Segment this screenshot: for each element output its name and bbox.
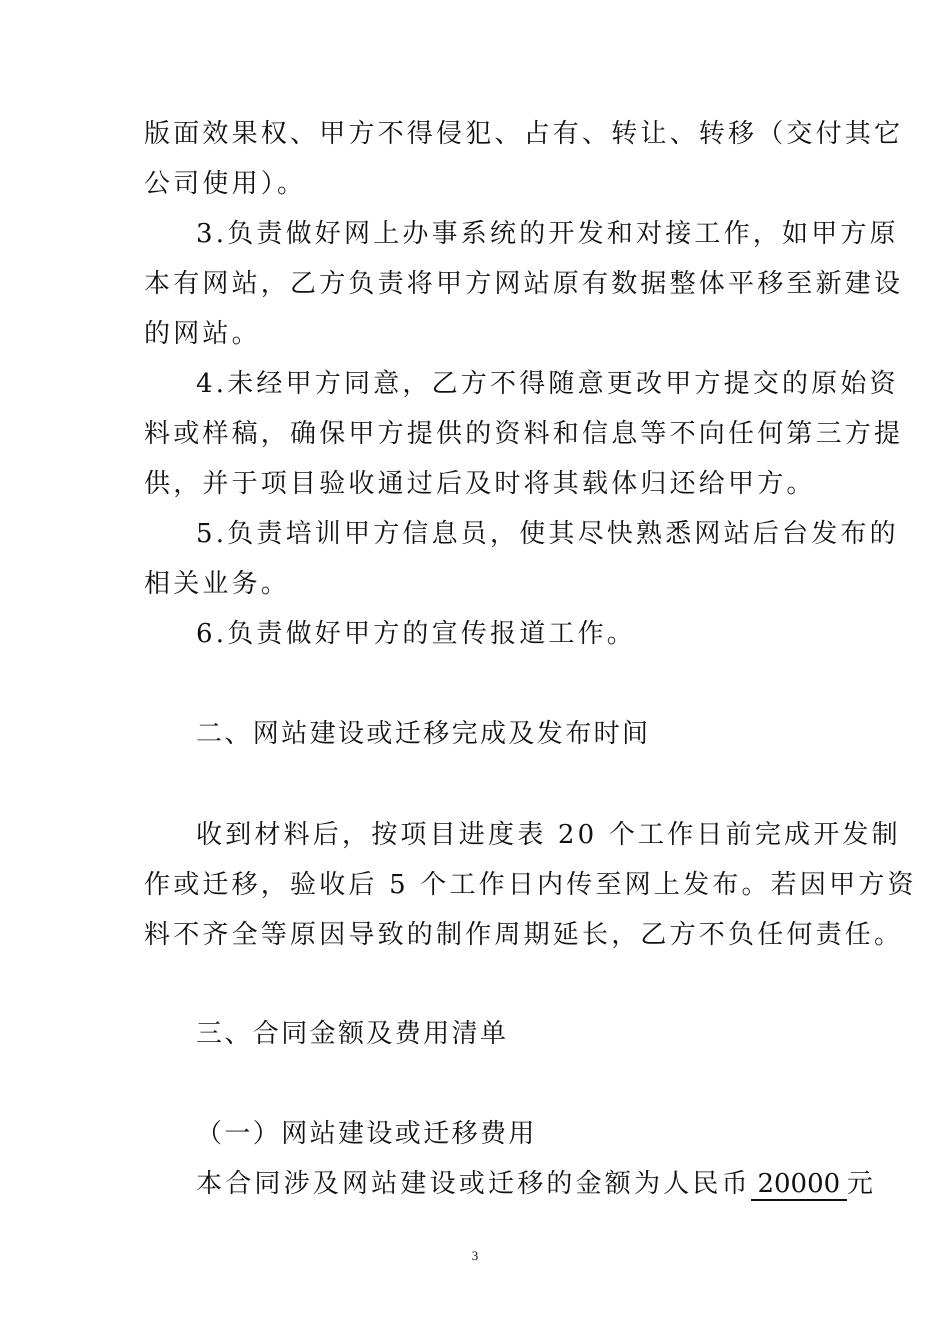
paragraph-line: 公司使用）。 (144, 169, 307, 199)
paragraph-line: 作或迁移，验收后 5 个工作日内传至网上发布。若因甲方资 (144, 870, 917, 900)
paragraph-line: 收到材料后，按项目进度表 20 个工作日前完成开发制 (196, 820, 901, 850)
paragraph-line: 本有网站，乙方负责将甲方网站原有数据整体平移至新建设 (144, 269, 904, 299)
amount-suffix: 元 (846, 1169, 877, 1199)
amount-line (196, 1166, 877, 1202)
paragraph-line: 版面效果权、甲方不得侵犯、占有、转让、转移（交付其它 (144, 119, 904, 149)
paragraph-line: 料或样稿，确保甲方提供的资料和信息等不向任何第三方提 (144, 419, 904, 449)
paragraph-line: 的网站。 (144, 319, 261, 349)
paragraph-line: 4.未经甲方同意，乙方不得随意更改甲方提交的原始资 (196, 369, 899, 399)
paragraph-line: 相关业务。 (144, 569, 291, 599)
paragraph-line: 6.负责做好甲方的宣传报道工作。 (196, 619, 637, 649)
paragraph-line: 料不齐全等原因导致的制作周期延长，乙方不负任何责任。 (144, 920, 904, 950)
section-heading: 二、网站建设或迁移完成及发布时间 (196, 719, 651, 749)
paragraph-line: 供，并于项目验收通过后及时将其载体归还给甲方。 (144, 469, 816, 499)
paragraph-line: 3.负责做好网上办事系统的开发和对接工作，如甲方原 (196, 219, 899, 249)
amount-prefix: 本合同涉及网站建设或迁移的金额为人民币 (196, 1169, 751, 1199)
subsection-heading: （一）网站建设或迁移费用 (196, 1119, 537, 1149)
amount-blank: 20000 (751, 1169, 847, 1201)
page-number: 3 (471, 1248, 479, 1263)
section-heading: 三、合同金额及费用清单 (196, 1019, 509, 1049)
paragraph-line: 5.负责培训甲方信息员，使其尽快熟悉网站后台发布的 (196, 519, 899, 549)
